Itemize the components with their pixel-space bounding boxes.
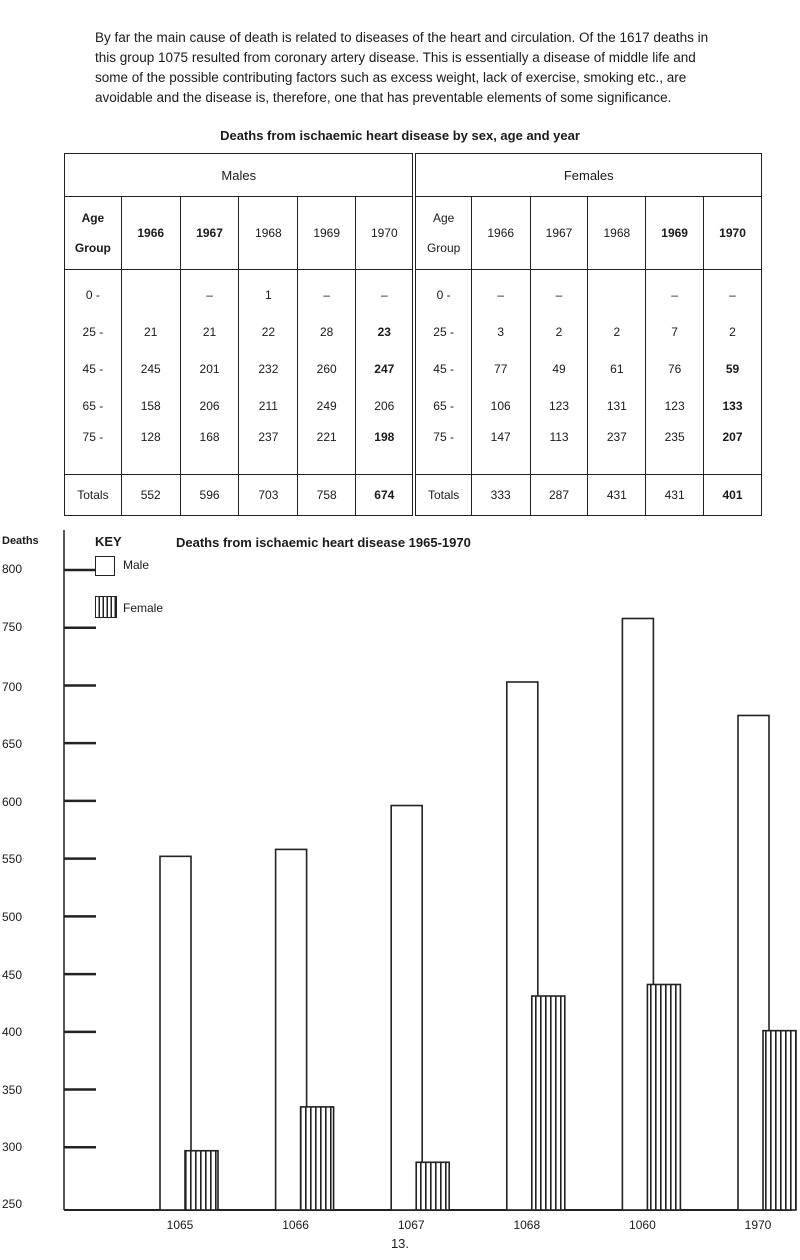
- y-tick-label: 650: [2, 737, 23, 751]
- age-cell: 75 -: [65, 424, 122, 474]
- legend-female-label: Female: [123, 601, 164, 615]
- total-cell: 552: [121, 474, 180, 515]
- value-cell: 260: [298, 350, 356, 387]
- age-cell: 75 -: [414, 424, 471, 474]
- key-label: KEY: [95, 534, 122, 549]
- page-number: 13.: [390, 1236, 410, 1251]
- value-cell: 2: [530, 313, 588, 350]
- age-cell: 65 -: [414, 387, 471, 424]
- age-cell: 45 -: [414, 350, 471, 387]
- y-tick-label: 700: [2, 680, 23, 694]
- male-year-header: 1970: [356, 197, 415, 270]
- value-cell: 1: [239, 270, 298, 314]
- x-tick-label: 1066: [282, 1218, 309, 1232]
- age-cell: 65 -: [65, 387, 122, 424]
- value-cell: 206: [180, 387, 239, 424]
- value-cell: 2: [704, 313, 762, 350]
- age-cell: 0 -: [414, 270, 471, 314]
- x-labels: [167, 1218, 772, 1232]
- value-cell: 76: [646, 350, 704, 387]
- value-cell: 61: [588, 350, 646, 387]
- value-cell: 237: [239, 424, 298, 474]
- value-cell: 7: [646, 313, 704, 350]
- y-tick-label: 450: [2, 968, 23, 982]
- female-year-header: 1970: [704, 197, 762, 270]
- total-cell: 758: [298, 474, 356, 515]
- female-bar: [416, 1162, 449, 1210]
- x-tick-label: 1067: [397, 1218, 425, 1232]
- y-tick-label: 400: [2, 1025, 23, 1039]
- value-cell: 106: [471, 387, 530, 424]
- value-cell: 168: [180, 424, 239, 474]
- y-tick-label: 750: [2, 620, 23, 634]
- total-cell: 431: [588, 474, 646, 515]
- totals-label: Totals: [65, 474, 122, 515]
- value-cell: 77: [471, 350, 530, 387]
- females-header: Females: [414, 154, 761, 197]
- female-year-header: 1967: [530, 197, 588, 270]
- y-axis-title: Deaths: [2, 535, 39, 547]
- value-cell: –: [298, 270, 356, 314]
- value-cell: 221: [298, 424, 356, 474]
- value-cell: 207: [704, 424, 762, 474]
- value-cell: 249: [298, 387, 356, 424]
- value-cell: 128: [121, 424, 180, 474]
- y-tick-label: 300: [2, 1140, 23, 1154]
- value-cell: 28: [298, 313, 356, 350]
- value-cell: 245: [121, 350, 180, 387]
- value-cell: 22: [239, 313, 298, 350]
- age-cell: 45 -: [65, 350, 122, 387]
- age-label: Age: [432, 211, 455, 225]
- value-cell: 49: [530, 350, 588, 387]
- value-cell: 198: [356, 424, 415, 474]
- value-cell: 3: [471, 313, 530, 350]
- female-year-header: 1969: [646, 197, 704, 270]
- male-bar: [391, 806, 422, 1210]
- total-cell: 703: [239, 474, 298, 515]
- value-cell: –: [356, 270, 415, 314]
- males-header: Males: [65, 154, 415, 197]
- female-bar: [532, 996, 565, 1210]
- x-tick-label: 1970: [744, 1218, 772, 1232]
- x-tick-label: 1060: [629, 1218, 656, 1232]
- y-tick-label: 250: [2, 1197, 23, 1211]
- value-cell: 158: [121, 387, 180, 424]
- value-cell: 247: [356, 350, 415, 387]
- value-cell: 123: [530, 387, 588, 424]
- age-cell: 0 -: [65, 270, 122, 314]
- total-cell: 596: [180, 474, 239, 515]
- y-ticks: [64, 570, 96, 1147]
- value-cell: 59: [704, 350, 762, 387]
- y-tick-label: 550: [2, 852, 23, 866]
- legend-male-label: Male: [123, 558, 150, 572]
- total-cell: 401: [704, 474, 762, 515]
- female-bar: [763, 1031, 796, 1210]
- total-cell: 674: [356, 474, 415, 515]
- male-year-header: 1968: [239, 197, 298, 270]
- female-bar: [185, 1151, 218, 1210]
- total-cell: 287: [530, 474, 588, 515]
- value-cell: 21: [180, 313, 239, 350]
- value-cell: –: [180, 270, 239, 314]
- value-cell: 133: [704, 387, 762, 424]
- table-title: Deaths from ischaemic heart disease by sex, age and year: [220, 128, 580, 143]
- value-cell: 123: [646, 387, 704, 424]
- male-year-header: 1966: [121, 197, 180, 270]
- age-cell: 25 -: [414, 313, 471, 350]
- female-bar: [647, 984, 680, 1210]
- value-cell: 113: [530, 424, 588, 474]
- value-cell: 201: [180, 350, 239, 387]
- value-cell: 21: [121, 313, 180, 350]
- x-tick-label: 1065: [166, 1218, 194, 1232]
- female-bar: [301, 1107, 334, 1210]
- male-year-header: 1967: [180, 197, 239, 270]
- value-cell: 131: [588, 387, 646, 424]
- y-tick-label: 800: [2, 562, 23, 576]
- value-cell: 232: [239, 350, 298, 387]
- value-cell: –: [530, 270, 588, 314]
- total-cell: 431: [646, 474, 704, 515]
- intro-text: By far the main cause of death is related to diseases of the heart and circulation. Of the 1617 deaths in this group 1075 resulted from coronary artery disease. This is essentially a disease of middle life and some of the possible contributing factors such as excess weight, lack of exercise, smoking etc., are avoidable and the disease is, therefore, one that has preventable elements of some significance.: [95, 30, 709, 105]
- value-cell: 2: [588, 313, 646, 350]
- y-tick-label: 600: [2, 795, 23, 809]
- female-year-header: 1968: [588, 197, 646, 270]
- female-year-header: 1966: [471, 197, 530, 270]
- chart-title: Deaths from ischaemic heart disease 1965-1970: [176, 535, 471, 550]
- male-year-header: 1969: [298, 197, 356, 270]
- bars: [160, 618, 796, 1210]
- x-tick-label: 1068: [513, 1218, 541, 1232]
- value-cell: 211: [239, 387, 298, 424]
- group-label: Group: [426, 241, 461, 255]
- value-cell: 235: [646, 424, 704, 474]
- age-label: Age: [81, 211, 105, 225]
- value-cell: –: [704, 270, 762, 314]
- value-cell: –: [471, 270, 530, 314]
- value-cell: 206: [356, 387, 415, 424]
- age-cell: 25 -: [65, 313, 122, 350]
- group-label: Group: [74, 241, 111, 255]
- totals-label: Totals: [414, 474, 471, 515]
- value-cell: 23: [356, 313, 415, 350]
- value-cell: 147: [471, 424, 530, 474]
- total-cell: 333: [471, 474, 530, 515]
- y-tick-label: 350: [2, 1083, 23, 1097]
- value-cell: –: [646, 270, 704, 314]
- y-tick-label: 500: [2, 910, 23, 924]
- value-cell: 237: [588, 424, 646, 474]
